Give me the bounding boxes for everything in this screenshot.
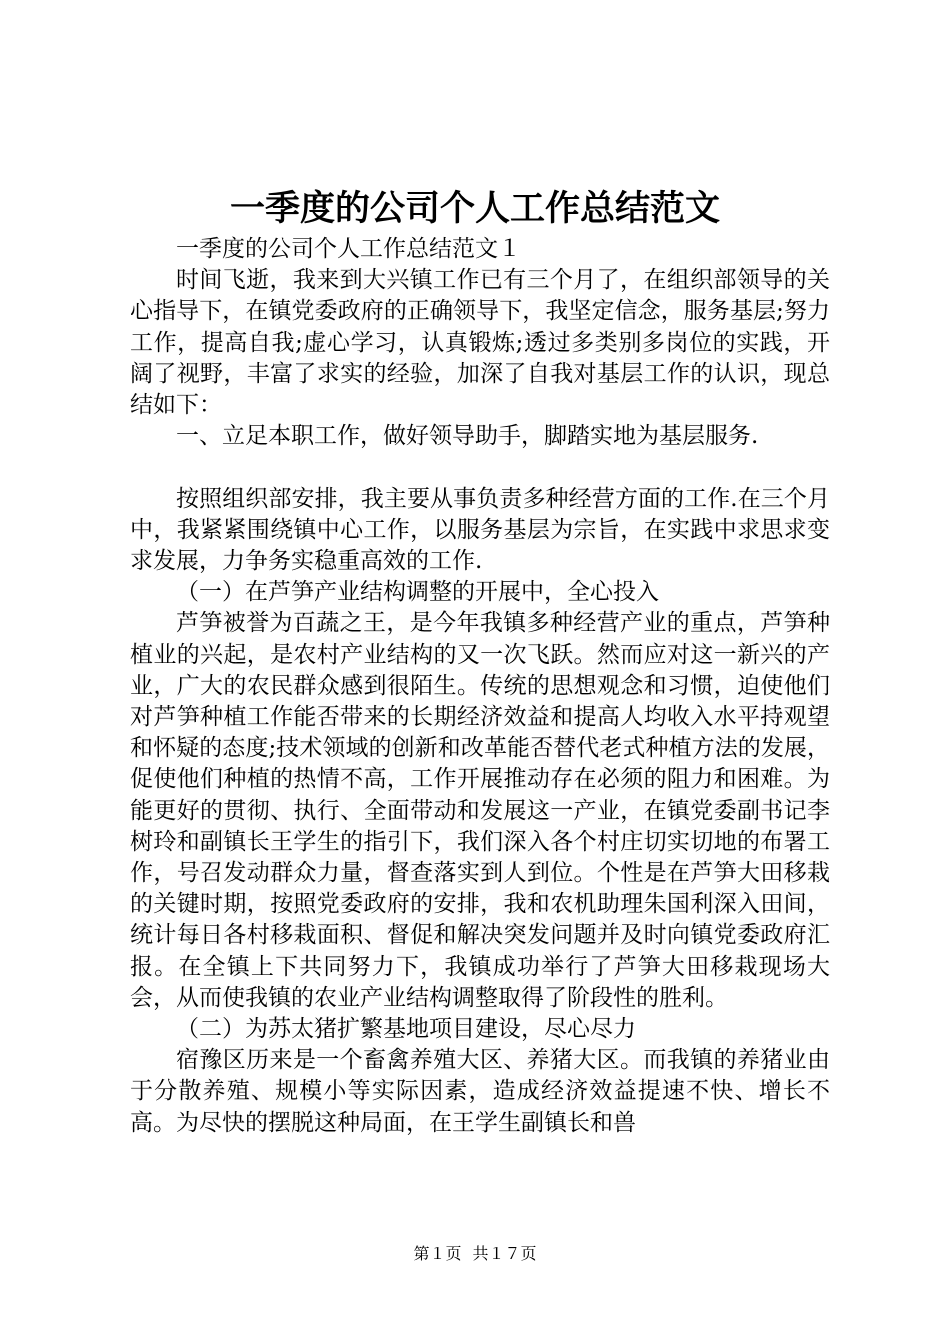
page-total: 共１７页: [472, 1244, 537, 1263]
section-heading-1: 一、立足本职工作，做好领导助手，脚踏实地为基层服务.: [176, 423, 759, 450]
paragraph-intro: 时间飞逝，我来到大兴镇工作已有三个月了，在组织部领导的关心指导下，在镇党委政府的正确领导下，我坚定信念，服务基层;努力工作，提高自我;虚心学习，认真锻炼;透过多类别多岗位的实践，开阔了视野，丰富了求实的经验，加深了自我对基层工作的认识，现总结如下：: [130, 267, 830, 419]
paragraph-asparagus: 芦笋被誉为百蔬之王，是今年我镇多种经营产业的重点，芦笋种植业的兴起，是农村产业结构的又一次飞跃。然而应对这一新兴的产业，广大的农民群众感到很陌生。传统的思想观念和习惯，迫使他们对芦笋种植工作能否带来的长期经济效益和提高人均收入水平持观望和怀疑的态度;技术领域的创新和改革能否替代老式种植方法的发展，促使他们种植的热情不高，工作开展推动存在必须的阻力和困难。为能更好的贯彻、执行、全面带动和发展这一产业，在镇党委副书记李树玲和副镇长王学生的指引下，我们深入各个村庄切实切地的布署工作，号召发动群众力量，督查落实到人到位。个性是在芦笋大田移栽的关键时期，按照党委政府的安排，我和农机助理朱国利深入田间，统计每日各村移栽面积、督促和解决突发问题并及时向镇党委政府汇报。在全镇上下共同努力下，我镇成功举行了芦笋大田移栽现场大会，从而使我镇的农业产业结构调整取得了阶段性的胜利。: [130, 610, 830, 1011]
paragraph-duties: 按照组织部安排，我主要从事负责多种经营方面的工作.在三个月中，我紧紧围绕镇中心工作，以服务基层为宗旨，在实践中求思求变求发展，力争务实稳重高效的工作.: [130, 485, 830, 575]
subsection-heading-1: （一）在芦笋产业结构调整的开展中，全心投入: [176, 579, 659, 606]
page-footer: [0, 1241, 950, 1264]
document-body: [130, 234, 830, 1139]
paragraph-subtitle: 一季度的公司个人工作总结范文１: [176, 236, 521, 262]
subsection-heading-2: （二）为苏太猪扩繁基地项目建设，尽心尽力: [176, 1016, 636, 1043]
document-title: 一季度的公司个人工作总结范文: [229, 189, 720, 229]
page-number: 第１页: [413, 1244, 462, 1263]
blank-line: [130, 452, 830, 483]
paragraph-pig-farming: 宿豫区历来是一个畜禽养殖大区、养猪大区。而我镇的养猪业由于分散养殖、规模小等实际因素，造成经济效益提速不快、增长不高。为尽快的摆脱这种局面，在王学生副镇长和兽: [130, 1047, 830, 1136]
